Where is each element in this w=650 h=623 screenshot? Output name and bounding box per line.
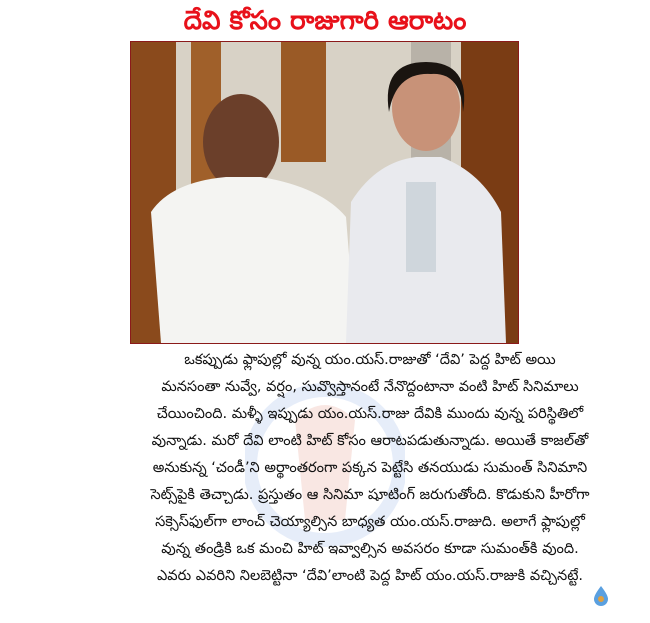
article-line: మనసంతా నువ్వే, వర్షం, సువ్వొస్తానంటే నేనొద్దంటానా వంటి హిట్ సినిమాలు: [161, 379, 579, 395]
article-line: వున్న తండ్రికి ఒక మంచి హిట్ ఇవ్వాల్సిన అవసరం కూడా సుమంత్‌కి వుంది.: [161, 541, 579, 557]
article-body: [100, 347, 640, 590]
end-mark-drop-icon: [592, 585, 610, 607]
article-photo: [130, 41, 519, 344]
article-line: ఎవరు ఎవరిని నిలబెట్టినా ‘దేవి’లాంటి పెద్ద హిట్ యం.యస్.రాజుకి వచ్చినట్టే.: [156, 568, 584, 584]
article-line: సక్సెస్‌ఫుల్‌గా లాంచ్ చెయ్యాల్సిన బాధ్యత యం.యస్.రాజుది. అలాగే ఫ్లాపుల్లో: [155, 514, 585, 530]
article-line: వున్నాడు. మరో దేవి లాంటి హిట్ కోసం ఆరాటపడుతున్నాడు. అయితే కాజల్‌తో: [151, 433, 589, 449]
article-line: అనుకున్న ‘చండీ’ని అర్థాంతరంగా పక్కన పెట్టేసి తనయుడు సుమంత్ సినిమాని: [152, 460, 588, 476]
article-line: ఒకప్పుడు ఫ్లాపుల్లో వున్న యం.యస్.రాజుతో ‘దేవి’ పెద్ద హిట్ అయి: [184, 352, 556, 368]
article-title: దేవి కోసం రాజుగారి ఆరాటం: [183, 6, 467, 36]
article-line: సెట్స్‌పైకి తెచ్చాడు. ప్రస్తుతం ఆ సినిమా షూటింగ్ జరుగుతోంది. కొడుకుని హీరోగా: [150, 487, 590, 503]
article-line: చేయించింది. మళ్ళీ ఇప్పుడు యం.యస్.రాజు దేవికి ముందు వున్న పరిస్థితిలో: [156, 406, 584, 422]
